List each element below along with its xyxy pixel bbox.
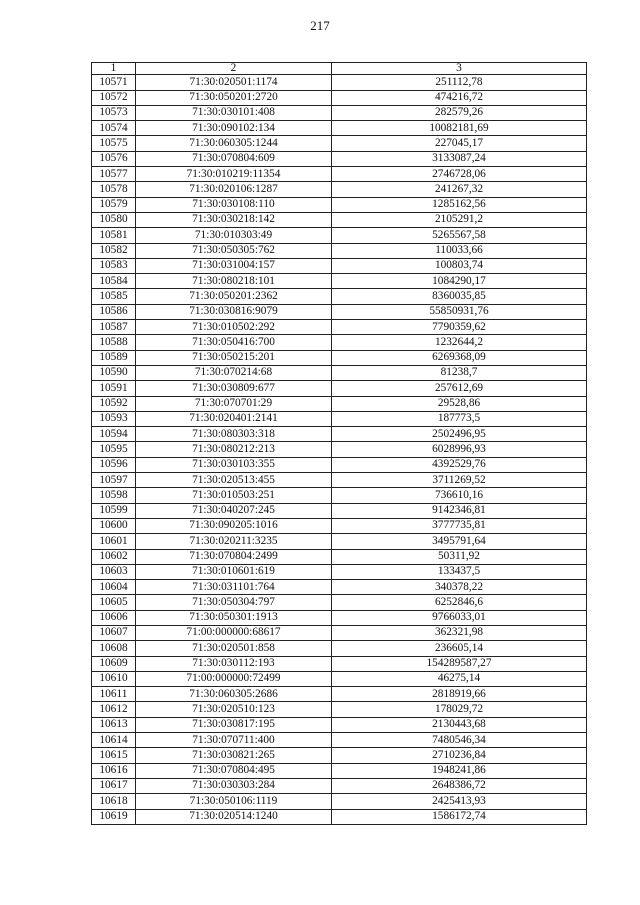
cadastral-number-cell: 71:30:050305:762: [136, 243, 332, 258]
data-table: [91, 62, 587, 825]
value-cell: 187773,5: [332, 411, 587, 426]
cadastral-number-cell: 71:30:050304:797: [136, 595, 332, 610]
table-row: [92, 473, 587, 488]
row-number-cell: 10586: [92, 304, 136, 319]
row-number-cell: 10587: [92, 320, 136, 335]
cadastral-number-cell: 71:30:030817:195: [136, 717, 332, 732]
cadastral-number-cell: 71:30:050106:1119: [136, 794, 332, 809]
cadastral-number-cell: 71:00:000000:68617: [136, 625, 332, 640]
table-row: [92, 411, 587, 426]
row-number-cell: 10601: [92, 534, 136, 549]
table-row: [92, 610, 587, 625]
value-cell: 6028996,93: [332, 442, 587, 457]
row-number-cell: 10571: [92, 75, 136, 90]
value-cell: 6269368,09: [332, 350, 587, 365]
cadastral-number-cell: 71:30:030108:110: [136, 197, 332, 212]
cadastral-number-cell: 71:30:030809:677: [136, 381, 332, 396]
cadastral-number-cell: 71:30:020211:3235: [136, 534, 332, 549]
table-row: [92, 625, 587, 640]
table-row: [92, 549, 587, 564]
cadastral-number-cell: 71:30:040207:245: [136, 503, 332, 518]
table-row: [92, 243, 587, 258]
row-number-cell: 10600: [92, 518, 136, 533]
cadastral-number-cell: 71:30:020514:1240: [136, 809, 332, 824]
row-number-cell: 10615: [92, 748, 136, 763]
row-number-cell: 10616: [92, 763, 136, 778]
value-cell: 236605,14: [332, 641, 587, 656]
value-cell: 2502496,95: [332, 427, 587, 442]
table-row: [92, 503, 587, 518]
row-number-cell: 10593: [92, 411, 136, 426]
cadastral-number-cell: 71:30:060305:2686: [136, 687, 332, 702]
row-number-cell: 10611: [92, 687, 136, 702]
table-row: [92, 687, 587, 702]
value-cell: 50311,92: [332, 549, 587, 564]
row-number-cell: 10577: [92, 167, 136, 182]
table-row: [92, 350, 587, 365]
row-number-cell: 10584: [92, 274, 136, 289]
cadastral-number-cell: 71:30:070711:400: [136, 733, 332, 748]
table-row: [92, 396, 587, 411]
table-row: [92, 748, 587, 763]
value-cell: 46275,14: [332, 671, 587, 686]
table-row: [92, 151, 587, 166]
table-row: [92, 717, 587, 732]
column-header-2: 2: [136, 63, 332, 75]
value-cell: 154289587,27: [332, 656, 587, 671]
table-body: [92, 75, 587, 825]
row-number-cell: 10618: [92, 794, 136, 809]
row-number-cell: 10617: [92, 778, 136, 793]
value-cell: 2710236,84: [332, 748, 587, 763]
table-row: [92, 518, 587, 533]
row-number-cell: 10583: [92, 258, 136, 273]
row-number-cell: 10596: [92, 457, 136, 472]
row-number-cell: 10581: [92, 228, 136, 243]
cadastral-number-cell: 71:30:030816:9079: [136, 304, 332, 319]
table-row: [92, 381, 587, 396]
cadastral-number-cell: 71:30:031004:157: [136, 258, 332, 273]
table-row: [92, 442, 587, 457]
row-number-cell: 10579: [92, 197, 136, 212]
cadastral-number-cell: 71:30:050416:700: [136, 335, 332, 350]
row-number-cell: 10576: [92, 151, 136, 166]
table-row: [92, 564, 587, 579]
row-number-cell: 10602: [92, 549, 136, 564]
row-number-cell: 10573: [92, 105, 136, 120]
row-number-cell: 10619: [92, 809, 136, 824]
column-header-1: 1: [92, 63, 136, 75]
row-number-cell: 10574: [92, 121, 136, 136]
row-number-cell: 10575: [92, 136, 136, 151]
table-row: [92, 763, 587, 778]
cadastral-number-cell: 71:30:080303:318: [136, 427, 332, 442]
row-number-cell: 10613: [92, 717, 136, 732]
value-cell: 100803,74: [332, 258, 587, 273]
value-cell: 29528,86: [332, 396, 587, 411]
row-number-cell: 10594: [92, 427, 136, 442]
cadastral-number-cell: 71:30:080212:213: [136, 442, 332, 457]
row-number-cell: 10599: [92, 503, 136, 518]
cadastral-number-cell: 71:30:070804:2499: [136, 549, 332, 564]
row-number-cell: 10572: [92, 90, 136, 105]
table-row: [92, 121, 587, 136]
value-cell: 362321,98: [332, 625, 587, 640]
table-row: [92, 274, 587, 289]
row-number-cell: 10612: [92, 702, 136, 717]
value-cell: 227045,17: [332, 136, 587, 151]
cadastral-number-cell: 71:30:070804:609: [136, 151, 332, 166]
table-row: [92, 75, 587, 90]
value-cell: 7480546,34: [332, 733, 587, 748]
table-row: [92, 228, 587, 243]
value-cell: 6252846,6: [332, 595, 587, 610]
table-row: [92, 733, 587, 748]
table-row: [92, 457, 587, 472]
value-cell: 1084290,17: [332, 274, 587, 289]
value-cell: 474216,72: [332, 90, 587, 105]
cadastral-number-cell: 71:30:030112:193: [136, 656, 332, 671]
value-cell: 257612,69: [332, 381, 587, 396]
value-cell: 55850931,76: [332, 304, 587, 319]
cadastral-number-cell: 71:30:050201:2720: [136, 90, 332, 105]
row-number-cell: 10609: [92, 656, 136, 671]
table-row: [92, 794, 587, 809]
cadastral-number-cell: 71:30:090102:134: [136, 121, 332, 136]
cadastral-number-cell: 71:30:030218:142: [136, 212, 332, 227]
value-cell: 340378,22: [332, 580, 587, 595]
value-cell: 2425413,93: [332, 794, 587, 809]
page-number: 217: [310, 18, 330, 33]
row-number-cell: 10608: [92, 641, 136, 656]
value-cell: 241267,32: [332, 182, 587, 197]
cadastral-number-cell: 71:30:030821:265: [136, 748, 332, 763]
cadastral-number-cell: 71:30:030103:355: [136, 457, 332, 472]
row-number-cell: 10589: [92, 350, 136, 365]
value-cell: 1285162,56: [332, 197, 587, 212]
value-cell: 8360035,85: [332, 289, 587, 304]
table-row: [92, 809, 587, 824]
row-number-cell: 10607: [92, 625, 136, 640]
table-row: [92, 365, 587, 380]
cadastral-number-cell: 71:30:050301:1913: [136, 610, 332, 625]
cadastral-number-cell: 71:30:020510:123: [136, 702, 332, 717]
row-number-cell: 10597: [92, 473, 136, 488]
value-cell: 5265567,58: [332, 228, 587, 243]
row-number-cell: 10585: [92, 289, 136, 304]
table-row: [92, 656, 587, 671]
row-number-cell: 10578: [92, 182, 136, 197]
table-row: [92, 320, 587, 335]
table-row: [92, 182, 587, 197]
table-row: [92, 534, 587, 549]
table-row: [92, 167, 587, 182]
table-row: [92, 304, 587, 319]
row-number-cell: 10603: [92, 564, 136, 579]
cadastral-number-cell: 71:30:031101:764: [136, 580, 332, 595]
cadastral-number-cell: 71:30:050201:2362: [136, 289, 332, 304]
table-row: [92, 197, 587, 212]
row-number-cell: 10595: [92, 442, 136, 457]
value-cell: 1948241,86: [332, 763, 587, 778]
cadastral-number-cell: 71:30:020501:858: [136, 641, 332, 656]
cadastral-number-cell: 71:00:000000:72499: [136, 671, 332, 686]
table-row: [92, 580, 587, 595]
table-row: [92, 702, 587, 717]
cadastral-number-cell: 71:30:010601:619: [136, 564, 332, 579]
cadastral-number-cell: 71:30:080218:101: [136, 274, 332, 289]
cadastral-number-cell: 71:30:030101:408: [136, 105, 332, 120]
table-row: [92, 289, 587, 304]
cadastral-number-cell: 71:30:070804:495: [136, 763, 332, 778]
value-cell: 4392529,76: [332, 457, 587, 472]
value-cell: 3495791,64: [332, 534, 587, 549]
value-cell: 2648386,72: [332, 778, 587, 793]
table-row: [92, 427, 587, 442]
value-cell: 2746728,06: [332, 167, 587, 182]
cadastral-number-cell: 71:30:010503:251: [136, 488, 332, 503]
value-cell: 110033,66: [332, 243, 587, 258]
cadastral-number-cell: 71:30:070214:68: [136, 365, 332, 380]
row-number-cell: 10582: [92, 243, 136, 258]
value-cell: 736610,16: [332, 488, 587, 503]
table-row: [92, 105, 587, 120]
table-row: [92, 641, 587, 656]
value-cell: 9142346,81: [332, 503, 587, 518]
row-number-cell: 10590: [92, 365, 136, 380]
value-cell: 1232644,2: [332, 335, 587, 350]
table-row: [92, 136, 587, 151]
cadastral-number-cell: 71:30:070701:29: [136, 396, 332, 411]
row-number-cell: 10588: [92, 335, 136, 350]
cadastral-number-cell: 71:30:060305:1244: [136, 136, 332, 151]
value-cell: 282579,26: [332, 105, 587, 120]
cadastral-number-cell: 71:30:010219:11354: [136, 167, 332, 182]
row-number-cell: 10598: [92, 488, 136, 503]
table-row: [92, 778, 587, 793]
table-row: [92, 258, 587, 273]
value-cell: 3133087,24: [332, 151, 587, 166]
cadastral-number-cell: 71:30:020501:1174: [136, 75, 332, 90]
value-cell: 2818919,66: [332, 687, 587, 702]
value-cell: 3777735,81: [332, 518, 587, 533]
cadastral-number-cell: 71:30:020401:2141: [136, 411, 332, 426]
table-row: [92, 212, 587, 227]
table-row: [92, 90, 587, 105]
row-number-cell: 10604: [92, 580, 136, 595]
value-cell: 1586172,74: [332, 809, 587, 824]
table-row: [92, 488, 587, 503]
row-number-cell: 10580: [92, 212, 136, 227]
row-number-cell: 10606: [92, 610, 136, 625]
table-row: [92, 595, 587, 610]
row-number-cell: 10592: [92, 396, 136, 411]
table-row: [92, 335, 587, 350]
row-number-cell: 10591: [92, 381, 136, 396]
row-number-cell: 10614: [92, 733, 136, 748]
cadastral-number-cell: 71:30:020513:455: [136, 473, 332, 488]
value-cell: 3711269,52: [332, 473, 587, 488]
value-cell: 2130443,68: [332, 717, 587, 732]
value-cell: 178029,72: [332, 702, 587, 717]
cadastral-number-cell: 71:30:010502:292: [136, 320, 332, 335]
value-cell: 9766033,01: [332, 610, 587, 625]
cadastral-number-cell: 71:30:030303:284: [136, 778, 332, 793]
table-row: [92, 671, 587, 686]
value-cell: 133437,5: [332, 564, 587, 579]
value-cell: 7790359,62: [332, 320, 587, 335]
cadastral-number-cell: 71:30:010303:49: [136, 228, 332, 243]
cadastral-number-cell: 71:30:090205:1016: [136, 518, 332, 533]
row-number-cell: 10605: [92, 595, 136, 610]
table-header-row: [92, 63, 587, 75]
cadastral-number-cell: 71:30:050215:201: [136, 350, 332, 365]
row-number-cell: 10610: [92, 671, 136, 686]
column-header-3: 3: [332, 63, 587, 75]
value-cell: 81238,7: [332, 365, 587, 380]
value-cell: 10082181,69: [332, 121, 587, 136]
cadastral-number-cell: 71:30:020106:1287: [136, 182, 332, 197]
value-cell: 2105291,2: [332, 212, 587, 227]
value-cell: 251112,78: [332, 75, 587, 90]
